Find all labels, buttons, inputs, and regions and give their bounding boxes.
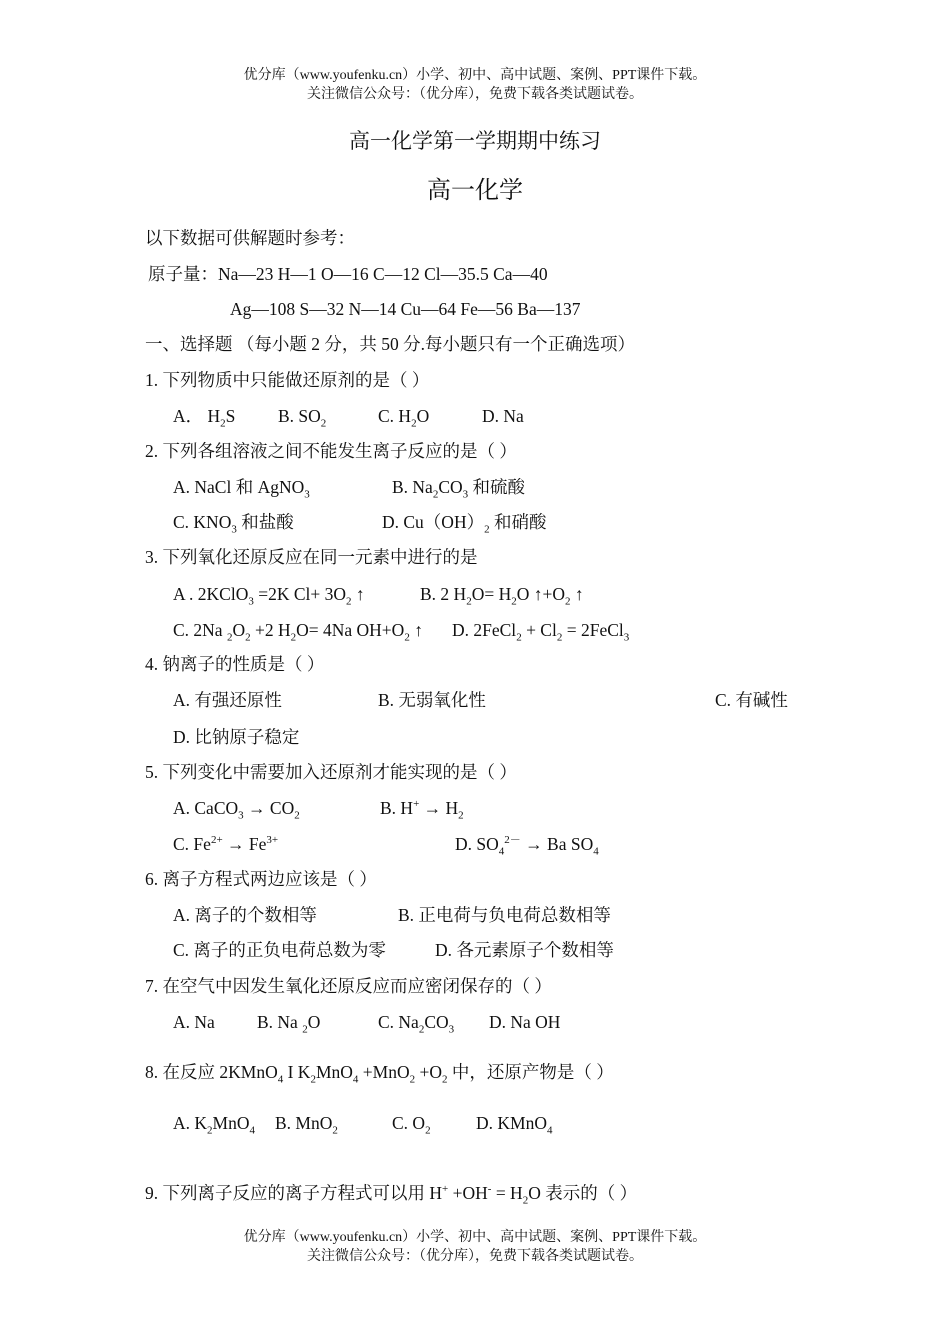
- q8-option-d: D. KMnO$_4$: [476, 1113, 553, 1137]
- q8-option-a: A. $K_2MnO_4$: [173, 1113, 255, 1137]
- question-6-stem: 6. 离子方程式两边应该是（ ）: [145, 869, 377, 889]
- section-heading: 一、选择题 （每小题 2 分，共 50 分.每小题只有一个正确选项）: [145, 334, 635, 354]
- q4-option-b: B. 无弱氧化性: [378, 690, 486, 710]
- q7-option-c: C. $Na_2CO_3$: [378, 1012, 455, 1036]
- q3-option-b: B. 2 $H_2O= H_2O$ $↑+O_2$ ↑: [420, 584, 584, 608]
- q3-option-d: D. 2FeCl$_2$ + $Cl_2$ = 2FeCl$_3$: [452, 620, 630, 644]
- q2-option-d: D. $Cu(OH)_2$ 和硝酸: [382, 512, 547, 536]
- atomic-mass-line-1: 原子量：Na—23 H—1 O—16 C—12 Cl—35.5 Ca—40: [148, 264, 548, 284]
- question-2-stem: 2. 下列各组溶液之间不能发生离子反应的是（ ）: [145, 441, 517, 461]
- q7-option-b: B. Na $_2$O: [257, 1012, 321, 1036]
- q5-option-b: B. $H^+ \to H_2$: [380, 798, 464, 822]
- q7-option-d: D. Na OH: [489, 1012, 561, 1032]
- q5-option-a: A. CaCO$_3$ → $CO_2$: [173, 798, 300, 822]
- footer-line-2: 关注微信公众号：（优分库），免费下载各类试题试卷。: [307, 1249, 643, 1264]
- q3-option-c: C. 2Na $_2O_2 +2$ $H_2O= 4Na$ $OH+O_2$ ↑: [173, 620, 423, 644]
- q3-option-a: A . 2KClO$_3$ =2K $Cl+ 3O_2$ ↑: [173, 584, 365, 608]
- page-subtitle: 高一化学: [427, 178, 523, 204]
- q8-option-b: B. MnO$_2$: [275, 1113, 338, 1137]
- q6-option-c: C. 离子的正负电荷总数为零: [173, 940, 386, 960]
- q6-option-d: D. 各元素原子个数相等: [435, 940, 614, 960]
- page-title: 高一化学第一学期期中练习: [349, 129, 601, 153]
- q5-option-c: C. $Fe^{2+} \to Fe^{3+}$: [173, 834, 279, 854]
- q5-option-d: D. $SO_4^{2-} \to Ba$ $SO_4$: [455, 834, 599, 858]
- question-5-stem: 5. 下列变化中需要加入还原剂才能实现的是（ ）: [145, 762, 517, 782]
- q1-option-b: B. $SO_2$: [278, 406, 327, 430]
- q1-option-a: A． $H_2S$: [173, 406, 236, 430]
- header-line-2: 关注微信公众号：（优分库），免费下载各类试题试卷。: [307, 87, 643, 102]
- reference-intro: 以下数据可供解题时参考：: [145, 228, 355, 248]
- q4-option-a: A. 有强还原性: [173, 690, 282, 710]
- q8-option-c: C. $O_2$: [392, 1113, 431, 1137]
- question-3-stem: 3. 下列氧化还原反应在同一元素中进行的是: [145, 547, 478, 567]
- q2-option-b: B. $Na_2CO_3$ 和硫酸: [392, 477, 526, 501]
- q6-option-a: A. 离子的个数相等: [173, 905, 317, 925]
- q1-option-d: D. Na: [482, 406, 524, 426]
- footer-line-1: 优分库（www.youfenku.cn）小学、初中、高中试题、案例、PPT课件下载。: [243, 1230, 707, 1245]
- q2-option-c: C. $KNO_3$ 和盐酸: [173, 512, 294, 536]
- header-line-1: 优分库（www.youfenku.cn）小学、初中、高中试题、案例、PPT课件下载。: [243, 68, 707, 83]
- question-1-stem: 1. 下列物质中只能做还原剂的是（ ）: [145, 370, 430, 390]
- q4-option-d: D. 比钠原子稳定: [173, 727, 300, 747]
- question-7-stem: 7. 在空气中因发生氧化还原反应而应密闭保存的（ ）: [145, 976, 552, 996]
- q6-option-b: B. 正电荷与负电荷总数相等: [398, 905, 611, 925]
- q1-option-c: C. $H_2O$: [378, 406, 430, 430]
- q4-option-c: C. 有碱性: [715, 690, 788, 710]
- question-8-stem: 8. 在反应 2KMnO$_4$ I $K_2MnO_4 +MnO_2 +O_2$ 中，还原产物是（ ）: [145, 1062, 614, 1086]
- question-4-stem: 4. 钠离子的性质是（ ）: [145, 654, 325, 674]
- q2-option-a: A. NaCl 和 AgNO$_3$: [173, 477, 310, 501]
- question-9-stem: 9. 下列离子反应的离子方程式可以用 $H^+ +OH^- = H_2O$ 表示的（ ）: [145, 1183, 638, 1207]
- atomic-mass-line-2: Ag—108 S—32 N—14 Cu—64 Fe—56 Ba—137: [230, 299, 581, 319]
- q7-option-a: A. Na: [173, 1012, 215, 1032]
